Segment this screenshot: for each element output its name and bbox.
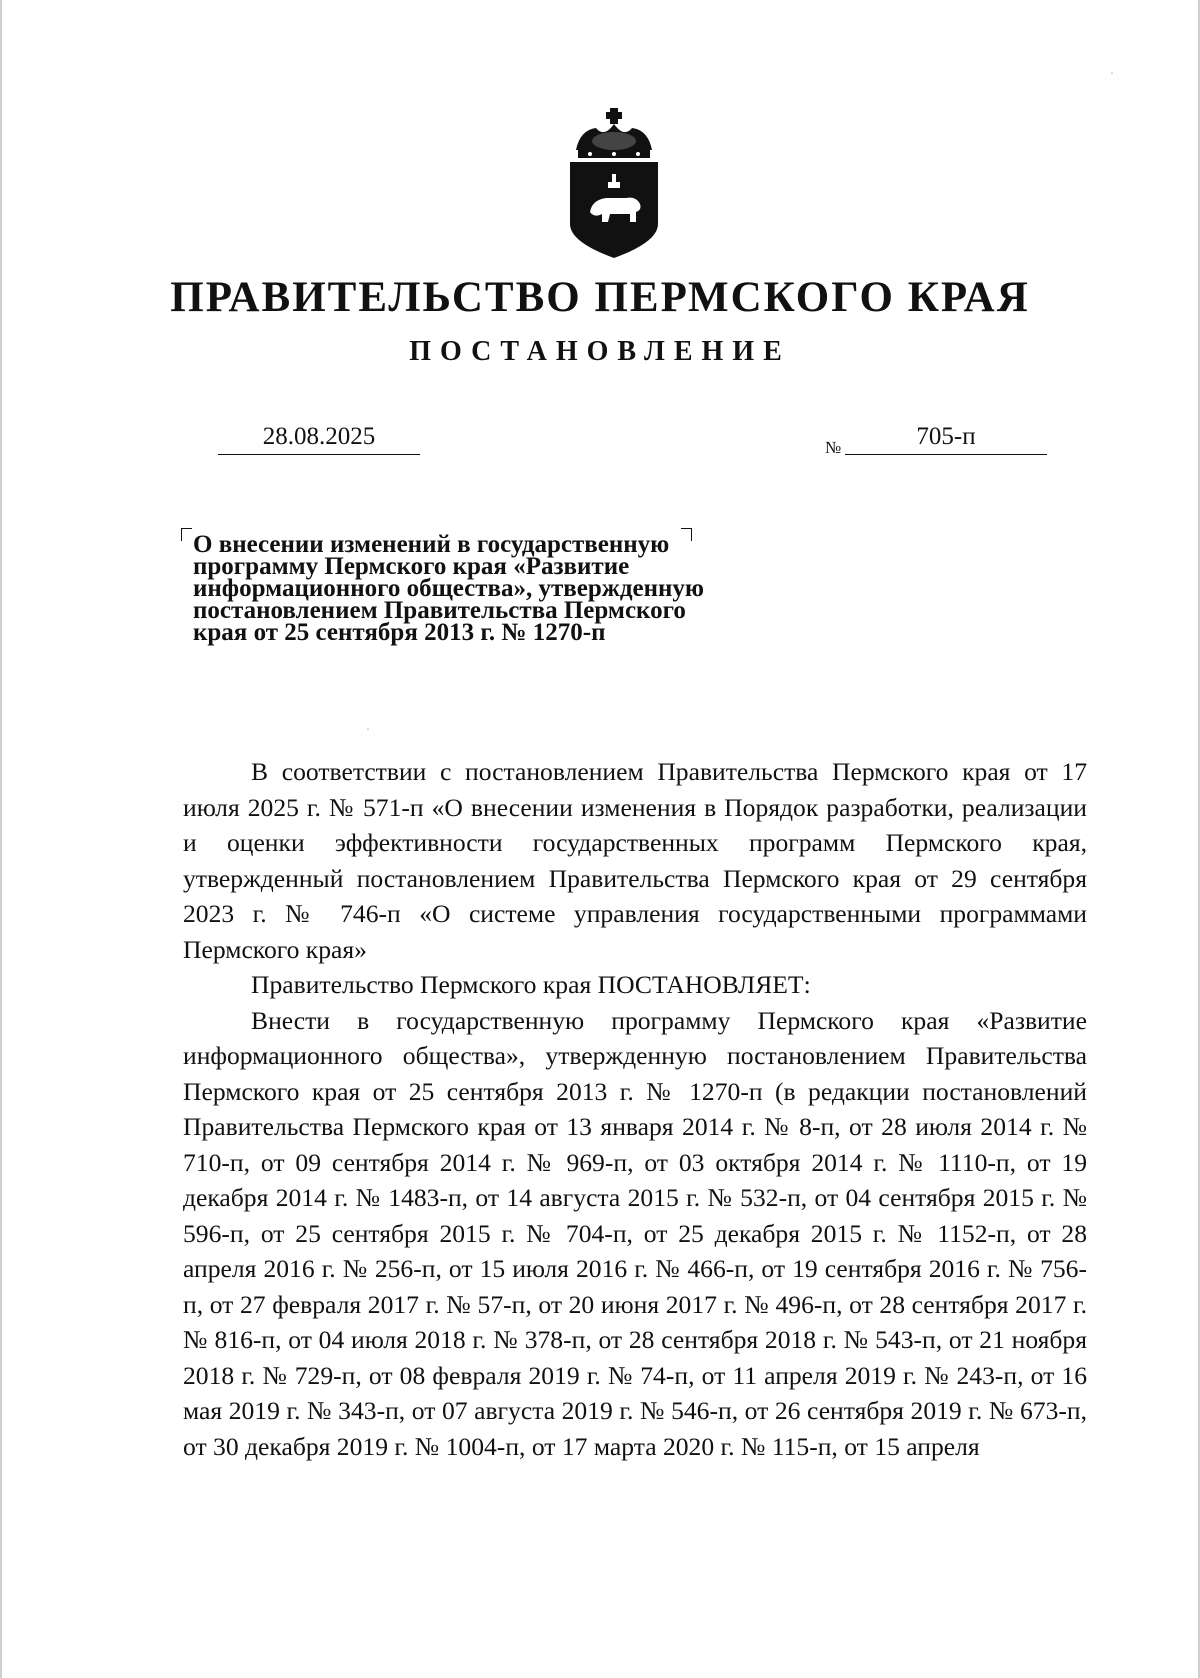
document-subject — [193, 531, 793, 646]
scan-speck: · — [366, 722, 370, 736]
subject-line: программу Пермского края «Развитие — [193, 553, 630, 580]
document-date: 28.08.2025 — [218, 420, 420, 455]
document-number: 705-п — [845, 420, 1047, 455]
subject-line: постановлением Правительства Пермского — [193, 597, 686, 624]
subject-line: О внесении изменений в государственную — [193, 531, 670, 558]
organization-title: ПРАВИТЕЛЬСТВО ПЕРМСКОГО КРАЯ — [170, 274, 1030, 321]
subject-line: информационного общества», утвержденную — [193, 575, 705, 602]
document-body — [183, 754, 1087, 1464]
scan-speck: · — [1110, 66, 1114, 80]
body-paragraph-amendment: Внести в государственную программу Пермского края «Развитие информационного общества», утвержденную постановлением Правительства Пермского края от 25 сентября 2013 г. № 1270-п (в редакции постановлений Правительства Пермского края от 13 января 2014 г. № 8-п, от 28 июля 2014 г. № 710-п, от 09 сентября 2014 г. № 969-п, от 03 октября 2014 г. № 1110-п, от 19 декабря 2014 г. № 1483-п, от 14 августа 2015 г. № 532-п, от 04 сентября 2015 г. № 596-п, от 25 сентября 2015 г. № 704-п, от 25 декабря 2015 г. № 1152-п, от 28 апреля 2016 г. № 256-п, от 15 июля 2016 г. № 466-п, от 19 сентября 2016 г. № 756-п, от 27 февраля 2017 г. № 57-п, от 20 июня 2017 г. № 496-п, от 28 сентября 2017 г. № 816-п, от 04 июля 2018 г. № 378-п, от 28 сентября 2018 г. № 543-п, от 21 ноября 2018 г. № 729-п, от 08 февраля 2019 г. № 74-п, от 11 апреля 2019 г. № 243-п, от 16 мая 2019 г. № 343-п, от 07 августа 2019 г. № 546-п, от 26 сентября 2019 г. № 673-п, от 30 декабря 2019 г. № 1004-п, от 17 марта 2020 г. № 115-п, от 15 апреля — [183, 1005, 1087, 1461]
number-sign: № — [825, 438, 842, 457]
document-type: ПОСТАНОВЛЕНИЕ — [409, 336, 791, 367]
subject-corner-left — [181, 528, 192, 541]
perm-krai-coat-of-arms-icon — [566, 108, 662, 258]
subject-line: края от 25 сентября 2013 г. № 1270-п — [193, 619, 606, 646]
body-paragraph-resolves: Правительство Пермского края ПОСТАНОВЛЯЕТ: — [251, 970, 811, 999]
body-paragraph-preamble: В соответствии с постановлением Правительства Пермского края от 17 июля 2025 г. № 571-п «О внесении изменения в Порядок разработки, реализации и оценки эффективности государственных программ Пермского края, утвержденный постановлением Правительства Пермского края от 29 сентября 2023 г. № 746-п «О системе управления государственными программами Пермского края» — [183, 757, 1087, 964]
page-left-edge — [0, 0, 2, 1678]
